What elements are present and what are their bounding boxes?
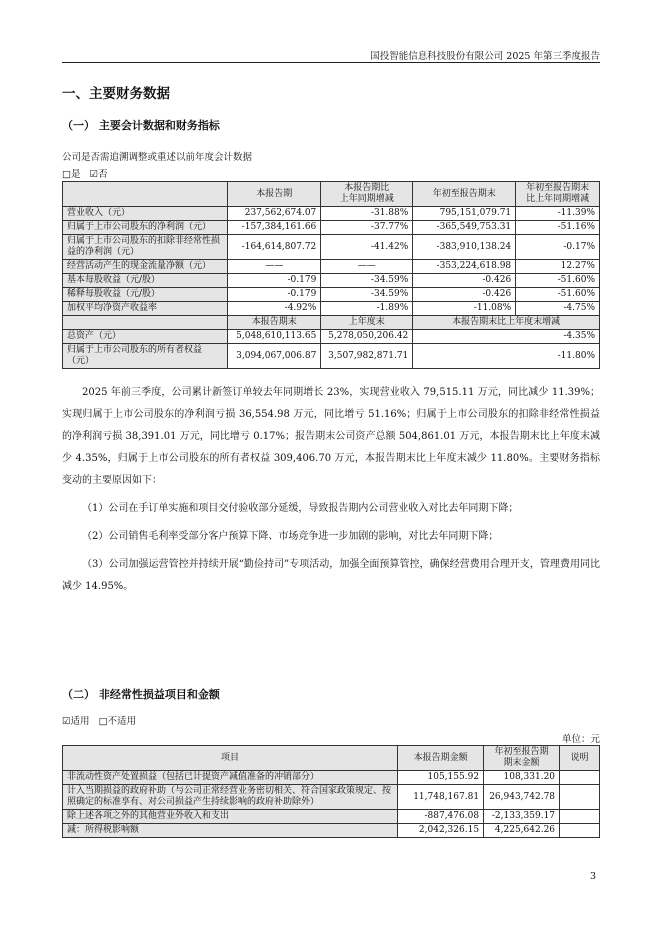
table-cell: -11.80% bbox=[413, 344, 600, 369]
table-row bbox=[63, 288, 600, 302]
table-cell: -0.179 bbox=[228, 274, 321, 288]
table-row bbox=[63, 810, 600, 824]
column-header: 年初至报告期末 比上年同期增减 bbox=[516, 182, 600, 207]
table-row bbox=[63, 330, 600, 344]
table-cell: -2,133,359.17 bbox=[484, 810, 560, 824]
table-header-row bbox=[63, 182, 600, 207]
table-cell: -31.88% bbox=[321, 207, 413, 221]
table-cell: -51.16% bbox=[516, 221, 600, 235]
column-header: 说明 bbox=[560, 746, 600, 771]
option-no: ☑否 bbox=[89, 169, 108, 180]
key-financial-table bbox=[62, 181, 600, 369]
column-header: 本报告期末 bbox=[228, 316, 321, 330]
table-cell: -51.60% bbox=[516, 288, 600, 302]
row-label: 计入当期损益的政府补助（与公司正常经营业务密切相关、符合国家政策规定、按照确定的标准享有、对公司损益产生持续影响的政府补助除外） bbox=[63, 785, 398, 810]
table-cell: —— bbox=[321, 260, 413, 274]
table-cell: 108,331.20 bbox=[484, 771, 560, 785]
table-cell bbox=[560, 810, 600, 824]
table-cell: 2,042,326.15 bbox=[398, 824, 484, 838]
row-label: 除上述各项之外的其他营业外收入和支出 bbox=[63, 810, 398, 824]
table-cell: -11.39% bbox=[516, 207, 600, 221]
table-cell: 795,151,079.71 bbox=[413, 207, 516, 221]
table-cell: -37.77% bbox=[321, 221, 413, 235]
restatement-question: 公司是否需追溯调整或重述以前年度会计数据 bbox=[62, 152, 253, 163]
table-cell: -11.08% bbox=[413, 302, 516, 316]
table-cell bbox=[560, 824, 600, 838]
table-cell: -34.59% bbox=[321, 288, 413, 302]
subsection-title-accounting-data: （一） 主要会计数据和财务指标 bbox=[62, 119, 220, 132]
option-apply: ☑适用 bbox=[62, 716, 90, 727]
table-row bbox=[63, 344, 600, 369]
applicability-options bbox=[62, 713, 136, 727]
table-cell: 4,225,642.26 bbox=[484, 824, 560, 838]
body-text bbox=[62, 382, 600, 598]
table-row bbox=[63, 771, 600, 785]
section-title-financial-data: 一、主要财务数据 bbox=[62, 86, 170, 102]
table-cell: -4.75% bbox=[516, 302, 600, 316]
row-label: 营业收入（元） bbox=[63, 207, 228, 221]
table-cell: 11,748,167.81 bbox=[398, 785, 484, 810]
column-header: 年初至报告期 期末金额 bbox=[484, 746, 560, 771]
table-cell bbox=[560, 771, 600, 785]
table-cell: -41.42% bbox=[321, 235, 413, 260]
paragraph-reason-3: （3）公司加强运营管控并持续开展“勤俭持司”专项活动，加强全面预算管控，确保经营费用合理开支，管理费用同比减少 14.95%。 bbox=[62, 559, 600, 592]
option-yes: □是 bbox=[62, 169, 81, 180]
row-label: 归属于上市公司股东的净利润（元） bbox=[63, 221, 228, 235]
table-cell: -383,910,138.24 bbox=[413, 235, 516, 260]
table-row bbox=[63, 785, 600, 810]
column-header: 上年度末 bbox=[321, 316, 413, 330]
table-cell: -0.17% bbox=[516, 235, 600, 260]
table-cell: -887,476.08 bbox=[398, 810, 484, 824]
column-header bbox=[63, 316, 228, 330]
table-cell: 5,048,610,113.65 bbox=[228, 330, 321, 344]
page-number: 3 bbox=[589, 871, 596, 882]
table-cell: -0.426 bbox=[413, 274, 516, 288]
table-cell: —— bbox=[228, 260, 321, 274]
column-header: 项目 bbox=[63, 746, 398, 771]
table-cell: 26,943,742.78 bbox=[484, 785, 560, 810]
table-cell: -34.59% bbox=[321, 274, 413, 288]
table-cell: -0.426 bbox=[413, 288, 516, 302]
table-row bbox=[63, 274, 600, 288]
table-cell: 237,562,674.07 bbox=[228, 207, 321, 221]
table-cell: -0.179 bbox=[228, 288, 321, 302]
table-row bbox=[63, 207, 600, 221]
row-label: 稀释每股收益（元/股） bbox=[63, 288, 228, 302]
column-header: 本报告期 bbox=[228, 182, 321, 207]
subsection-title-non-recurring: （二） 非经常性损益项目和金额 bbox=[62, 688, 220, 701]
row-label: 减：所得税影响额 bbox=[63, 824, 398, 838]
table-cell: -164,614,807.72 bbox=[228, 235, 321, 260]
paragraph-summary: 2025 年前三季度，公司累计新签订单较去年同期增长 23%，实现营业收入 79,515.11 万元，同比减少 11.39%；实现归属于上市公司股东的净利润亏损 36,554.98 万元，同比增亏 51.16%；归属于上市公司股东的扣除非经常性损益的净利润亏损 38,391.01 万元，同比增亏 0.17%；报告期末公司资产总额 504,861.01 万元，本报告期末比上年度末减少 4.35%，归属于上市公司股东的所有者权益 309,406.70 万元，本报告期末比上年度末减少 11.80%。主要财务指标变动的主要原因如下： bbox=[62, 387, 600, 486]
paragraph-reason-2: （2）公司销售毛利率受部分客户预算下降、市场竞争进一步加剧的影响，对比去年同期下降； bbox=[82, 531, 499, 542]
restatement-options bbox=[62, 166, 108, 180]
column-header: 年初至报告期末 bbox=[413, 182, 516, 207]
table-row bbox=[63, 824, 600, 838]
table-cell: -157,384,161.66 bbox=[228, 221, 321, 235]
table-row bbox=[63, 221, 600, 235]
page-header-title: 国投智能信息科技股份有限公司 2025 年第三季度报告 bbox=[370, 51, 600, 62]
row-label: 非流动性资产处置损益（包括已计提资产减值准备的冲销部分） bbox=[63, 771, 398, 785]
table-cell: -4.35% bbox=[413, 330, 600, 344]
option-not-apply: □不适用 bbox=[98, 716, 137, 727]
table-cell: -353,224,618.98 bbox=[413, 260, 516, 274]
table-cell: -1.89% bbox=[321, 302, 413, 316]
row-label: 经营活动产生的现金流量净额（元） bbox=[63, 260, 228, 274]
table-cell: -365,549,753.31 bbox=[413, 221, 516, 235]
column-header bbox=[63, 182, 228, 207]
header-divider bbox=[62, 62, 600, 63]
row-label: 总资产（元） bbox=[63, 330, 228, 344]
table-cell: 105,155.92 bbox=[398, 771, 484, 785]
table-row bbox=[63, 302, 600, 316]
table-header-row bbox=[63, 746, 600, 771]
column-header: 本报告期比 上年同期增减 bbox=[321, 182, 413, 207]
table-row bbox=[63, 235, 600, 260]
row-label: 归属于上市公司股东的扣除非经常性损益的净利润（元） bbox=[63, 235, 228, 260]
table-header-row-balance bbox=[63, 316, 600, 330]
unit-label: 单位：元 bbox=[561, 734, 600, 745]
non-recurring-table bbox=[62, 745, 600, 838]
table-cell: -51.60% bbox=[516, 274, 600, 288]
row-label: 加权平均净资产收益率 bbox=[63, 302, 228, 316]
table-cell: 3,094,067,006.87 bbox=[228, 344, 321, 369]
column-header: 本报告期末比上年度末增减 bbox=[413, 316, 600, 330]
column-header: 本报告期金额 bbox=[398, 746, 484, 771]
table-cell bbox=[560, 785, 600, 810]
row-label: 归属于上市公司股东的所有者权益（元） bbox=[63, 344, 228, 369]
table-cell: 3,507,982,871.71 bbox=[321, 344, 413, 369]
paragraph-reason-1: （1）公司在手订单实施和项目交付验收部分延缓，导致报告期内公司营业收入对比去年同期下降； bbox=[82, 503, 519, 514]
table-cell: 5,278,050,206.42 bbox=[321, 330, 413, 344]
table-cell: -4.92% bbox=[228, 302, 321, 316]
row-label: 基本每股收益（元/股） bbox=[63, 274, 228, 288]
table-cell: 12.27% bbox=[516, 260, 600, 274]
table-row bbox=[63, 260, 600, 274]
